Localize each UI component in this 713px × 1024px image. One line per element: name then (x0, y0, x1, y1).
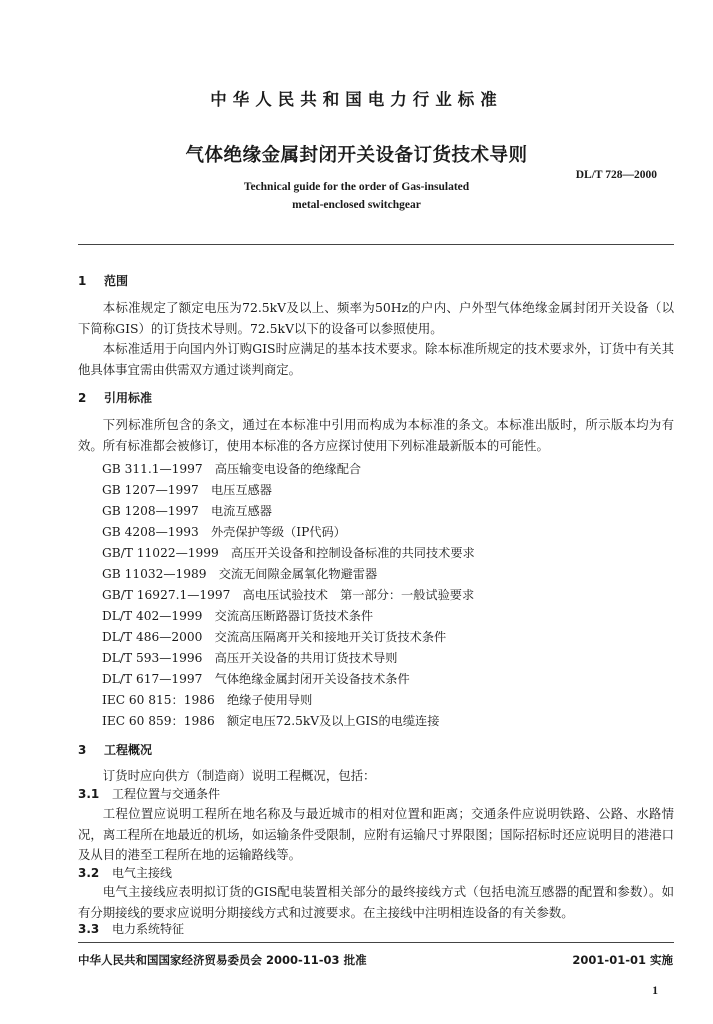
subsection-number: 3.1 (78, 787, 100, 801)
footer-divider (78, 942, 674, 943)
standard-code: DL/T 728—2000 (575, 169, 657, 181)
implementation-date: 2001-01-01 实施 (572, 953, 673, 967)
subsection-title: 电力系统特征 (112, 922, 185, 936)
paragraph: 本标准规定了额定电压为72.5kV及以上、频率为50Hz的户内、户外型气体绝缘金属封闭开关设备（以下简称GIS）的订货技术导则。72.5kV以下的设备可以参照使用。 (78, 300, 674, 336)
paragraph: 工程位置应说明工程所在地名称及与最近城市的相对位置和距离；交通条件应说明铁路、公路、水路情况，离工程所在地最近的机场，如运输条件受限制，应附有运输尺寸界限图；国际招标时还应说明目的港港口及从目的港至工程所在地的运输路线等。 (78, 806, 674, 862)
section-title: 引用标准 (104, 391, 153, 405)
document-title: 气体绝缘金属封闭开关设备订货技术导则 (185, 145, 528, 166)
subsection-3-2-body (78, 882, 674, 923)
standard-type-heading: 中华人民共和国电力行业标准 (210, 90, 503, 109)
section-title: 工程概况 (104, 743, 153, 757)
reference-item: DL/T 486—2000 交流高压隔离开关和接地开关订货技术条件 (102, 630, 447, 644)
reference-item: GB 1208—1997 电流互感器 (102, 504, 272, 518)
subsection-number: 3.3 (78, 922, 100, 936)
english-title-line-2: metal-enclosed switchgear (292, 199, 421, 211)
paragraph: 订货时应向供方（制造商）说明工程概况，包括： (102, 768, 376, 783)
subsection-3-1-body (78, 804, 674, 866)
reference-item: GB 4208—1993 外壳保护等级（IP代码） (102, 525, 346, 539)
section-title: 范围 (104, 274, 129, 288)
paragraph: 电气主接线应表明拟订货的GIS配电装置相关部分的最终接线方式（包括电流互感器的配置和参数）。如有分期接线的要求应说明分期接线方式和过渡要求。在主接线中注明相连设备的有关参数。 (78, 884, 674, 920)
subsection-title: 电气主接线 (112, 866, 173, 880)
reference-item: GB 311.1—1997 高压输变电设备的绝缘配合 (102, 462, 362, 476)
reference-item: IEC 60 859：1986 额定电压72.5kV及以上GIS的电缆连接 (102, 714, 440, 728)
section-number: 3 (78, 743, 87, 757)
subsection-3-1-heading (78, 785, 220, 802)
reference-item: DL/T 593—1996 高压开关设备的共用订货技术导则 (102, 651, 398, 665)
subsection-number: 3.2 (78, 866, 100, 880)
reference-item: GB 11032—1989 交流无间隙金属氧化物避雷器 (102, 567, 378, 581)
reference-item: IEC 60 815：1986 绝缘子使用导则 (102, 693, 313, 707)
section-2-intro (78, 415, 674, 456)
subsection-title: 工程位置与交通条件 (112, 787, 221, 801)
section-1-heading (78, 272, 128, 289)
subsection-3-3-heading (78, 920, 184, 937)
section-2-heading (78, 389, 152, 406)
reference-item: DL/T 402—1999 交流高压断路器订货技术条件 (102, 609, 374, 623)
section-number: 2 (78, 391, 87, 405)
approval-note: 中华人民共和国国家经济贸易委员会 2000-11-03 批准 (78, 953, 367, 967)
reference-item: GB 1207—1997 电压互感器 (102, 483, 272, 497)
header-divider (78, 244, 674, 245)
section-3-intro (78, 766, 674, 787)
section-number: 1 (78, 274, 87, 288)
section-3-heading (78, 741, 152, 758)
english-title-line-1: Technical guide for the order of Gas-insulated (243, 181, 470, 193)
paragraph: 下列标准所包含的条文，通过在本标准中引用而构成为本标准的条文。本标准出版时，所示版本均为有效。所有标准都会被修订，使用本标准的各方应探讨使用下列标准最新版本的可能性。 (78, 417, 674, 453)
page-number: 1 (652, 985, 658, 997)
section-1-body (78, 298, 674, 380)
paragraph: 本标准适用于向国内外订购GIS时应满足的基本技术要求。除本标准所规定的技术要求外，订货中有关其他具体事宜需由供需双方通过谈判商定。 (78, 341, 674, 377)
subsection-3-2-heading (78, 864, 172, 881)
reference-item: DL/T 617—1997 气体绝缘金属封闭开关设备技术条件 (102, 672, 410, 686)
reference-item: GB/T 11022—1999 高压开关设备和控制设备标准的共同技术要求 (102, 546, 475, 560)
reference-item: GB/T 16927.1—1997 高电压试验技术 第一部分：一般试验要求 (102, 588, 475, 602)
